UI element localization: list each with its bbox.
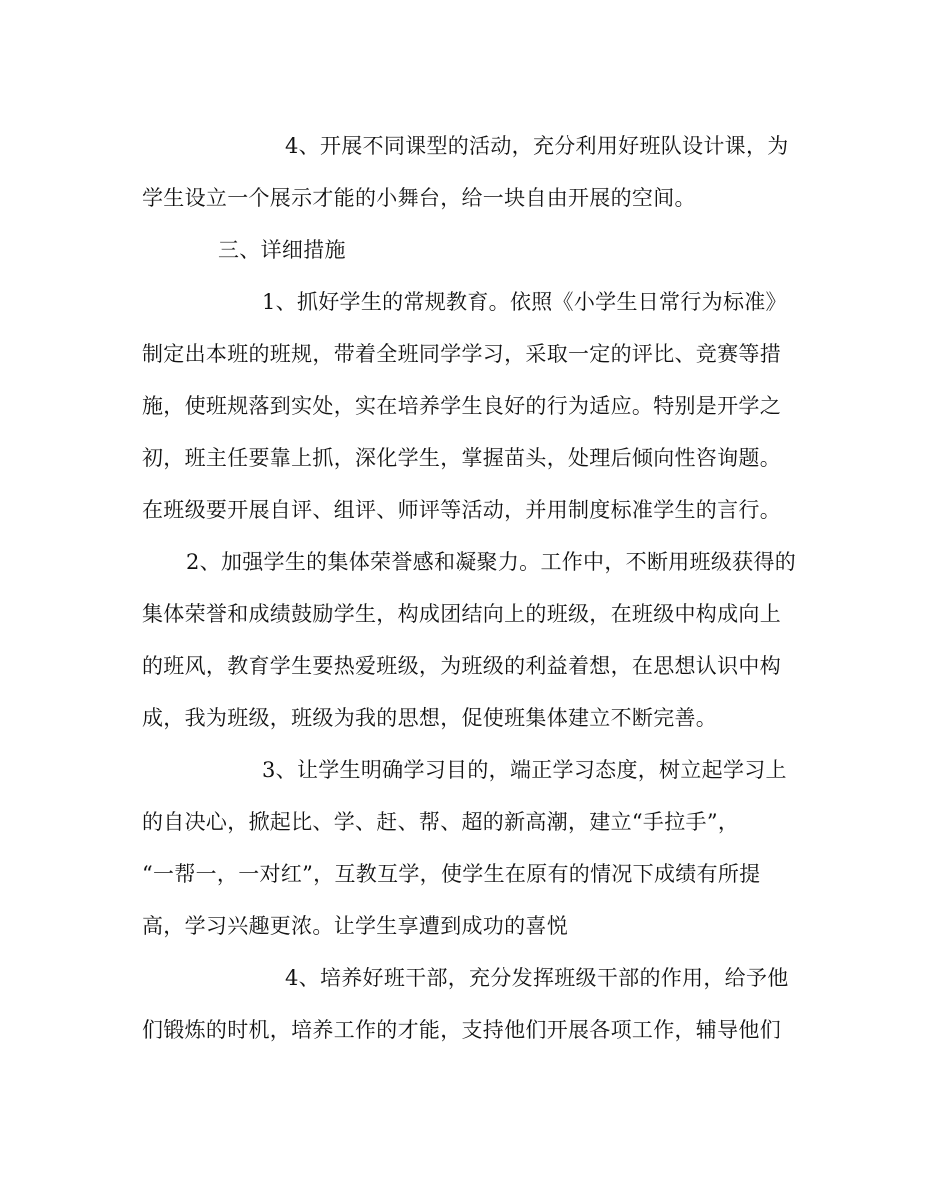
paragraph-line: 施，使班规落到实处，实在培养学生良好的行为适应。特别是开学之: [142, 394, 781, 418]
paragraph-line: 初，班主任要靠上抓，深化学生，掌握苗头，处理后倾向性咨询题。: [142, 446, 781, 470]
paragraph-line: 学生设立一个展示才能的小舞台，给一块自由开展的空间。: [142, 186, 696, 210]
paragraph-line: 在班级要开展自评、组评、师评等活动，并用制度标准学生的言行。: [142, 498, 781, 522]
paragraph-line: 2、加强学生的集体荣誉感和凝聚力。工作中，不断用班级获得的: [186, 550, 797, 574]
paragraph-line: 成，我为班级，班级为我的思想，促使班集体建立不断完善。: [142, 706, 718, 730]
paragraph-line: 集体荣誉和成绩鼓励学生，构成团结向上的班级，在班级中构成向上: [142, 602, 781, 626]
paragraph-line: 3、让学生明确学习目的，端正学习态度，树立起学习上: [262, 758, 787, 782]
paragraph-line: 们锻炼的时机，培养工作的才能，支持他们开展各项工作，辅导他们: [142, 1018, 781, 1042]
paragraph-line: “一帮一，一对红”，互教互学，使学生在原有的情况下成绩有所提: [142, 862, 761, 886]
paragraph-line: 4、培养好班干部，充分发挥班级干部的作用，给予他: [285, 966, 789, 990]
section-heading: 三、详细措施: [218, 238, 346, 262]
paragraph-line: 4、开展不同课型的活动，充分利用好班队设计课，为: [285, 134, 789, 158]
paragraph-line: 的班风，教育学生要热爱班级，为班级的利益着想，在思想认识中构: [142, 654, 781, 678]
paragraph-line: 的自决心，掀起比、学、赶、帮、超的新高潮，建立“手拉手”，: [142, 810, 740, 834]
paragraph-line: 制定出本班的班规，带着全班同学学习，采取一定的评比、竞赛等措: [142, 342, 781, 366]
paragraph-line: 1、抓好学生的常规教育。依照《小学生日常行为标准》: [262, 290, 787, 314]
paragraph-line: 高，学习兴趣更浓。让学生享遭到成功的喜悦: [142, 914, 568, 938]
